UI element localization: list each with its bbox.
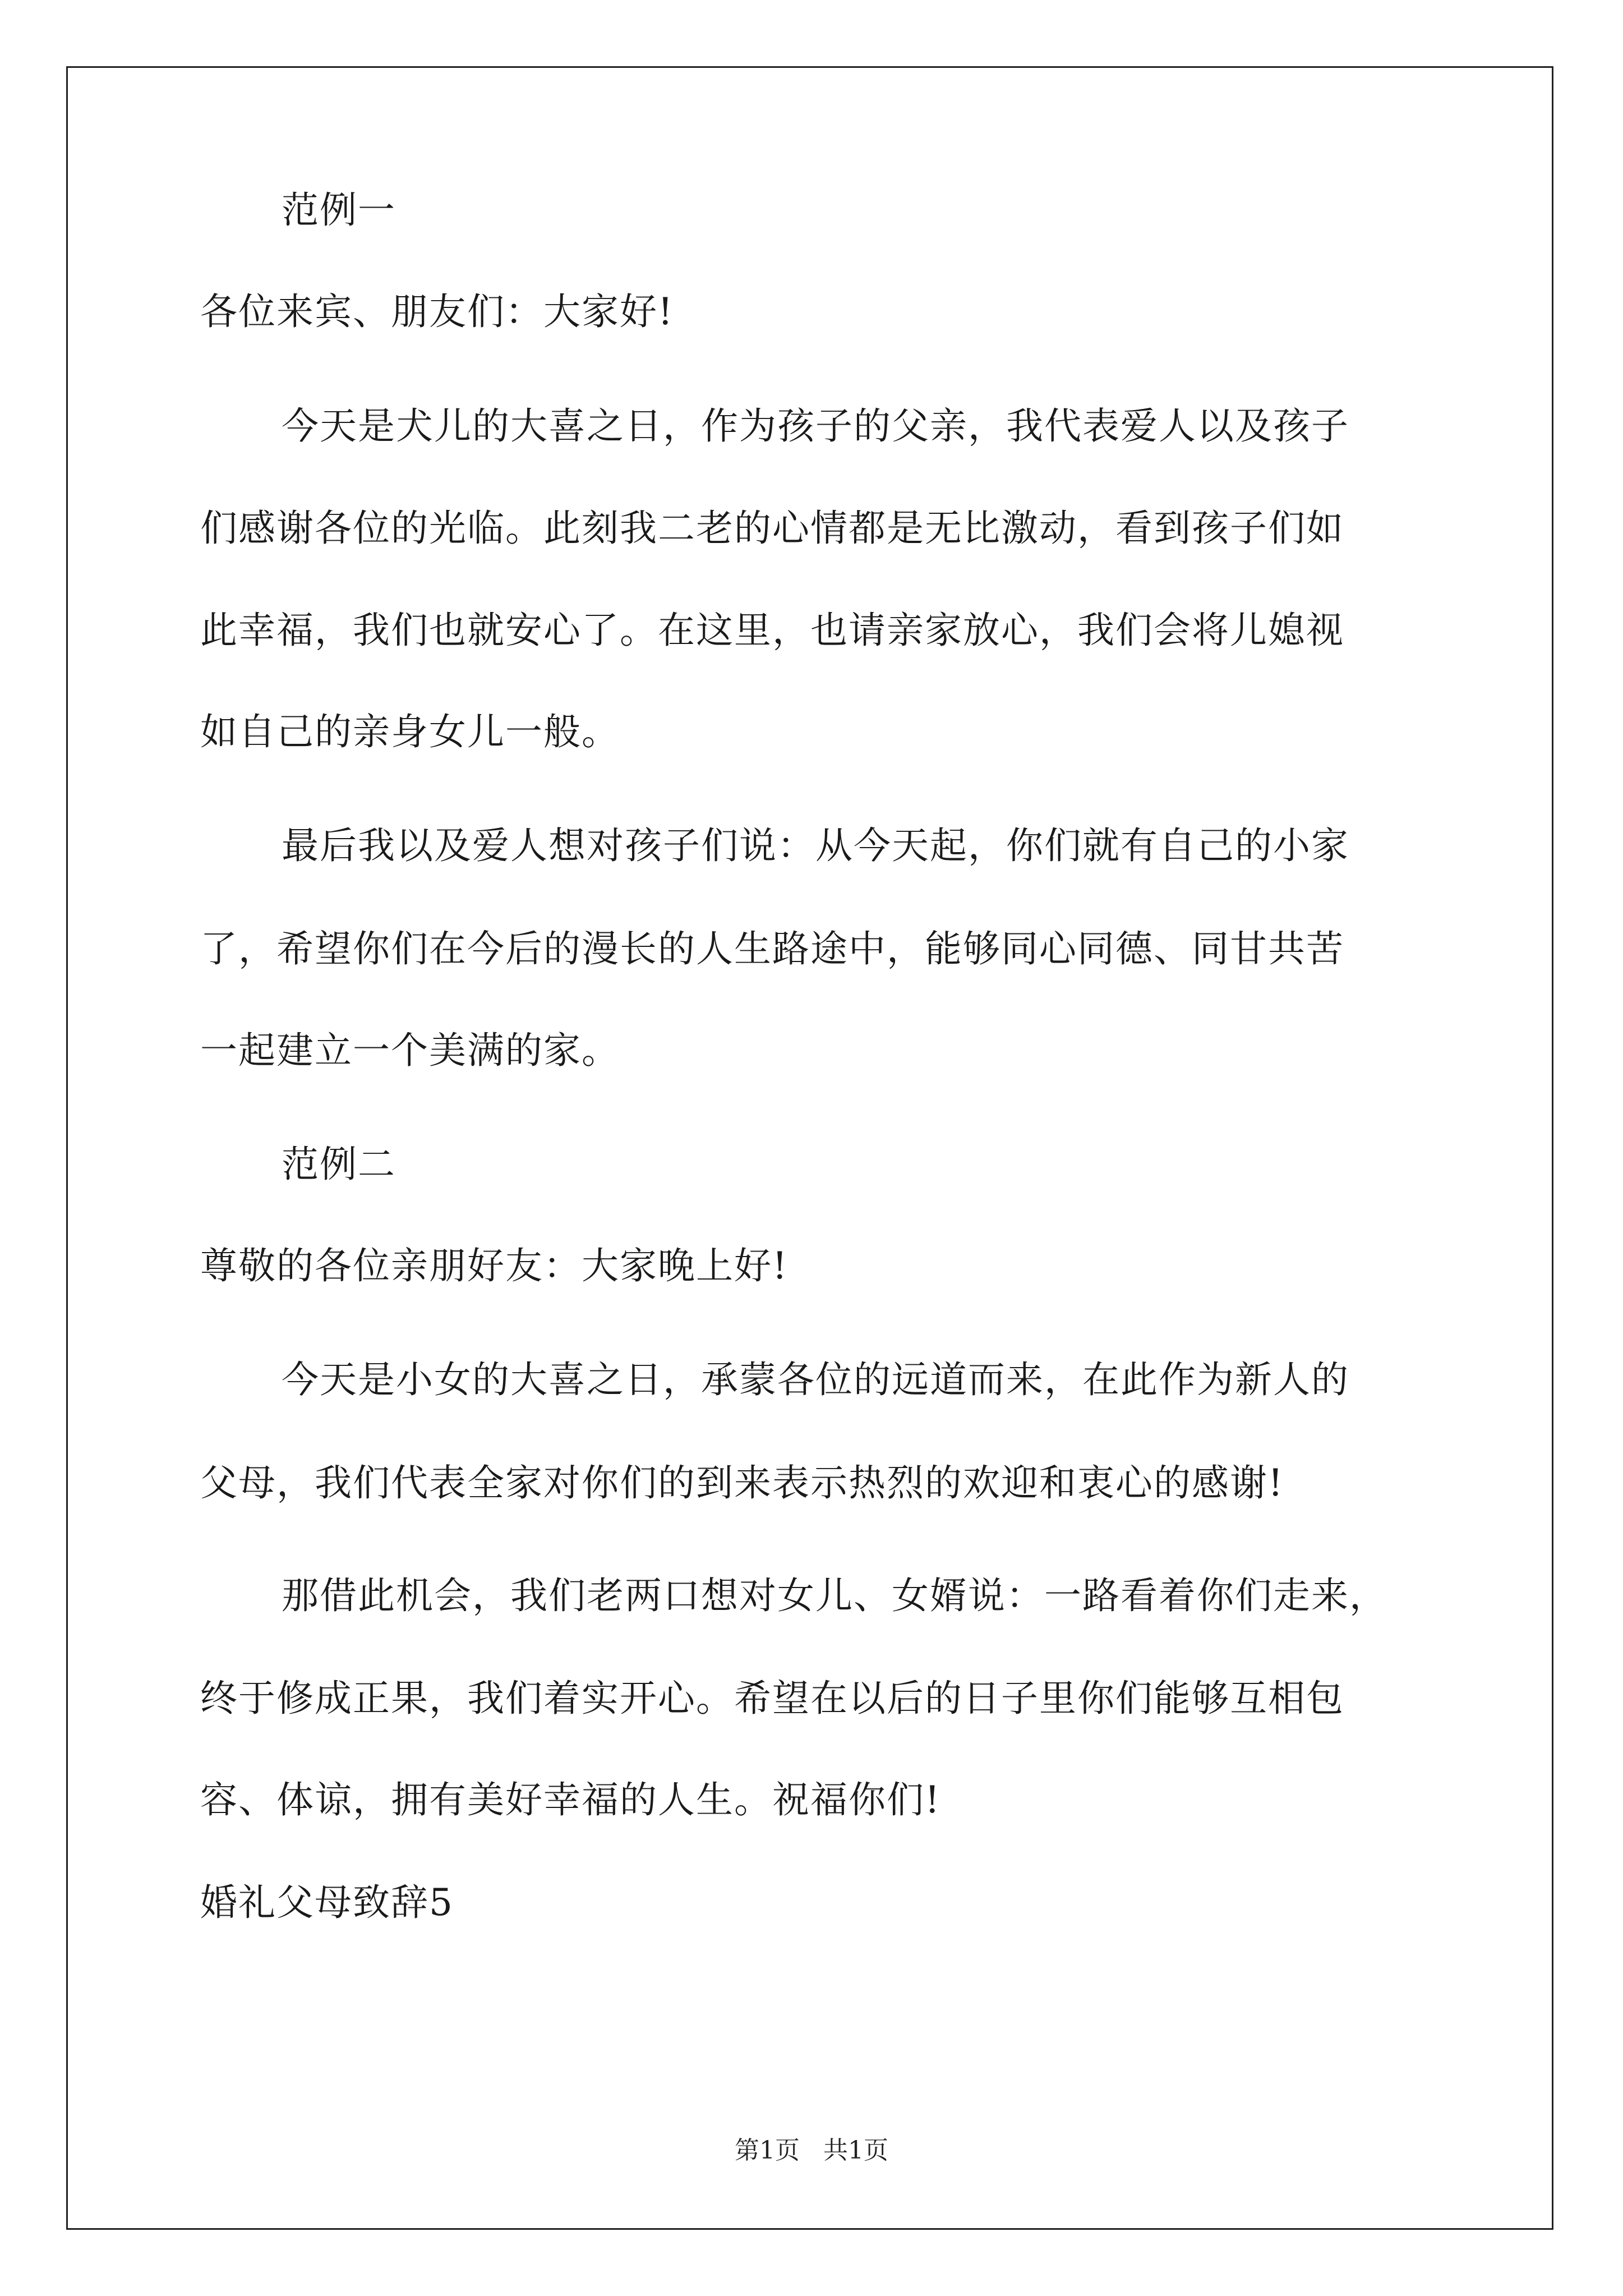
paragraph-line: 最后我以及爱人想对孩子们说：从今天起，你们就有自己的小家	[282, 824, 1349, 867]
paragraph-line: 今天是犬儿的大喜之日，作为孩子的父亲，我代表爱人以及孩子	[282, 404, 1349, 448]
paragraph-line: 容、体谅，拥有美好幸福的人生。祝福你们!	[200, 1778, 941, 1821]
section-title: 婚礼父母致辞5	[200, 1881, 454, 1924]
paragraph-line: 们感谢各位的光临。此刻我二老的心情都是无比激动，看到孩子们如	[200, 507, 1344, 550]
page-total: 共1页	[823, 2136, 888, 2165]
section-heading-example-1: 范例一	[282, 188, 396, 232]
paragraph-line: 父母，我们代表全家对你们的到来表示热烈的欢迎和衷心的感谢!	[200, 1461, 1284, 1504]
paragraph-line: 那借此机会，我们老两口想对女儿、女婿说：一路看着你们走来，	[282, 1574, 1387, 1617]
greeting-line: 各位来宾、朋友们：大家好!	[200, 290, 674, 333]
page-footer	[0, 2134, 1623, 2168]
paragraph-line: 此幸福，我们也就安心了。在这里，也请亲家放心，我们会将儿媳视	[200, 609, 1344, 652]
paragraph-line: 终于修成正果，我们着实开心。希望在以后的日子里你们能够互相包	[200, 1677, 1344, 1720]
paragraph-line: 一起建立一个美满的家。	[200, 1029, 620, 1072]
paragraph-line: 了，希望你们在今后的漫长的人生路途中，能够同心同德、同甘共苦	[200, 927, 1344, 970]
paragraph-line: 如自己的亲身女儿一般。	[200, 710, 620, 753]
page-number: 第1页	[735, 2136, 800, 2165]
section-heading-example-2: 范例二	[282, 1143, 396, 1186]
paragraph-line: 今天是小女的大喜之日，承蒙各位的远道而来，在此作为新人的	[282, 1358, 1349, 1401]
greeting-line: 尊敬的各位亲朋好友：大家晚上好!	[200, 1244, 789, 1287]
